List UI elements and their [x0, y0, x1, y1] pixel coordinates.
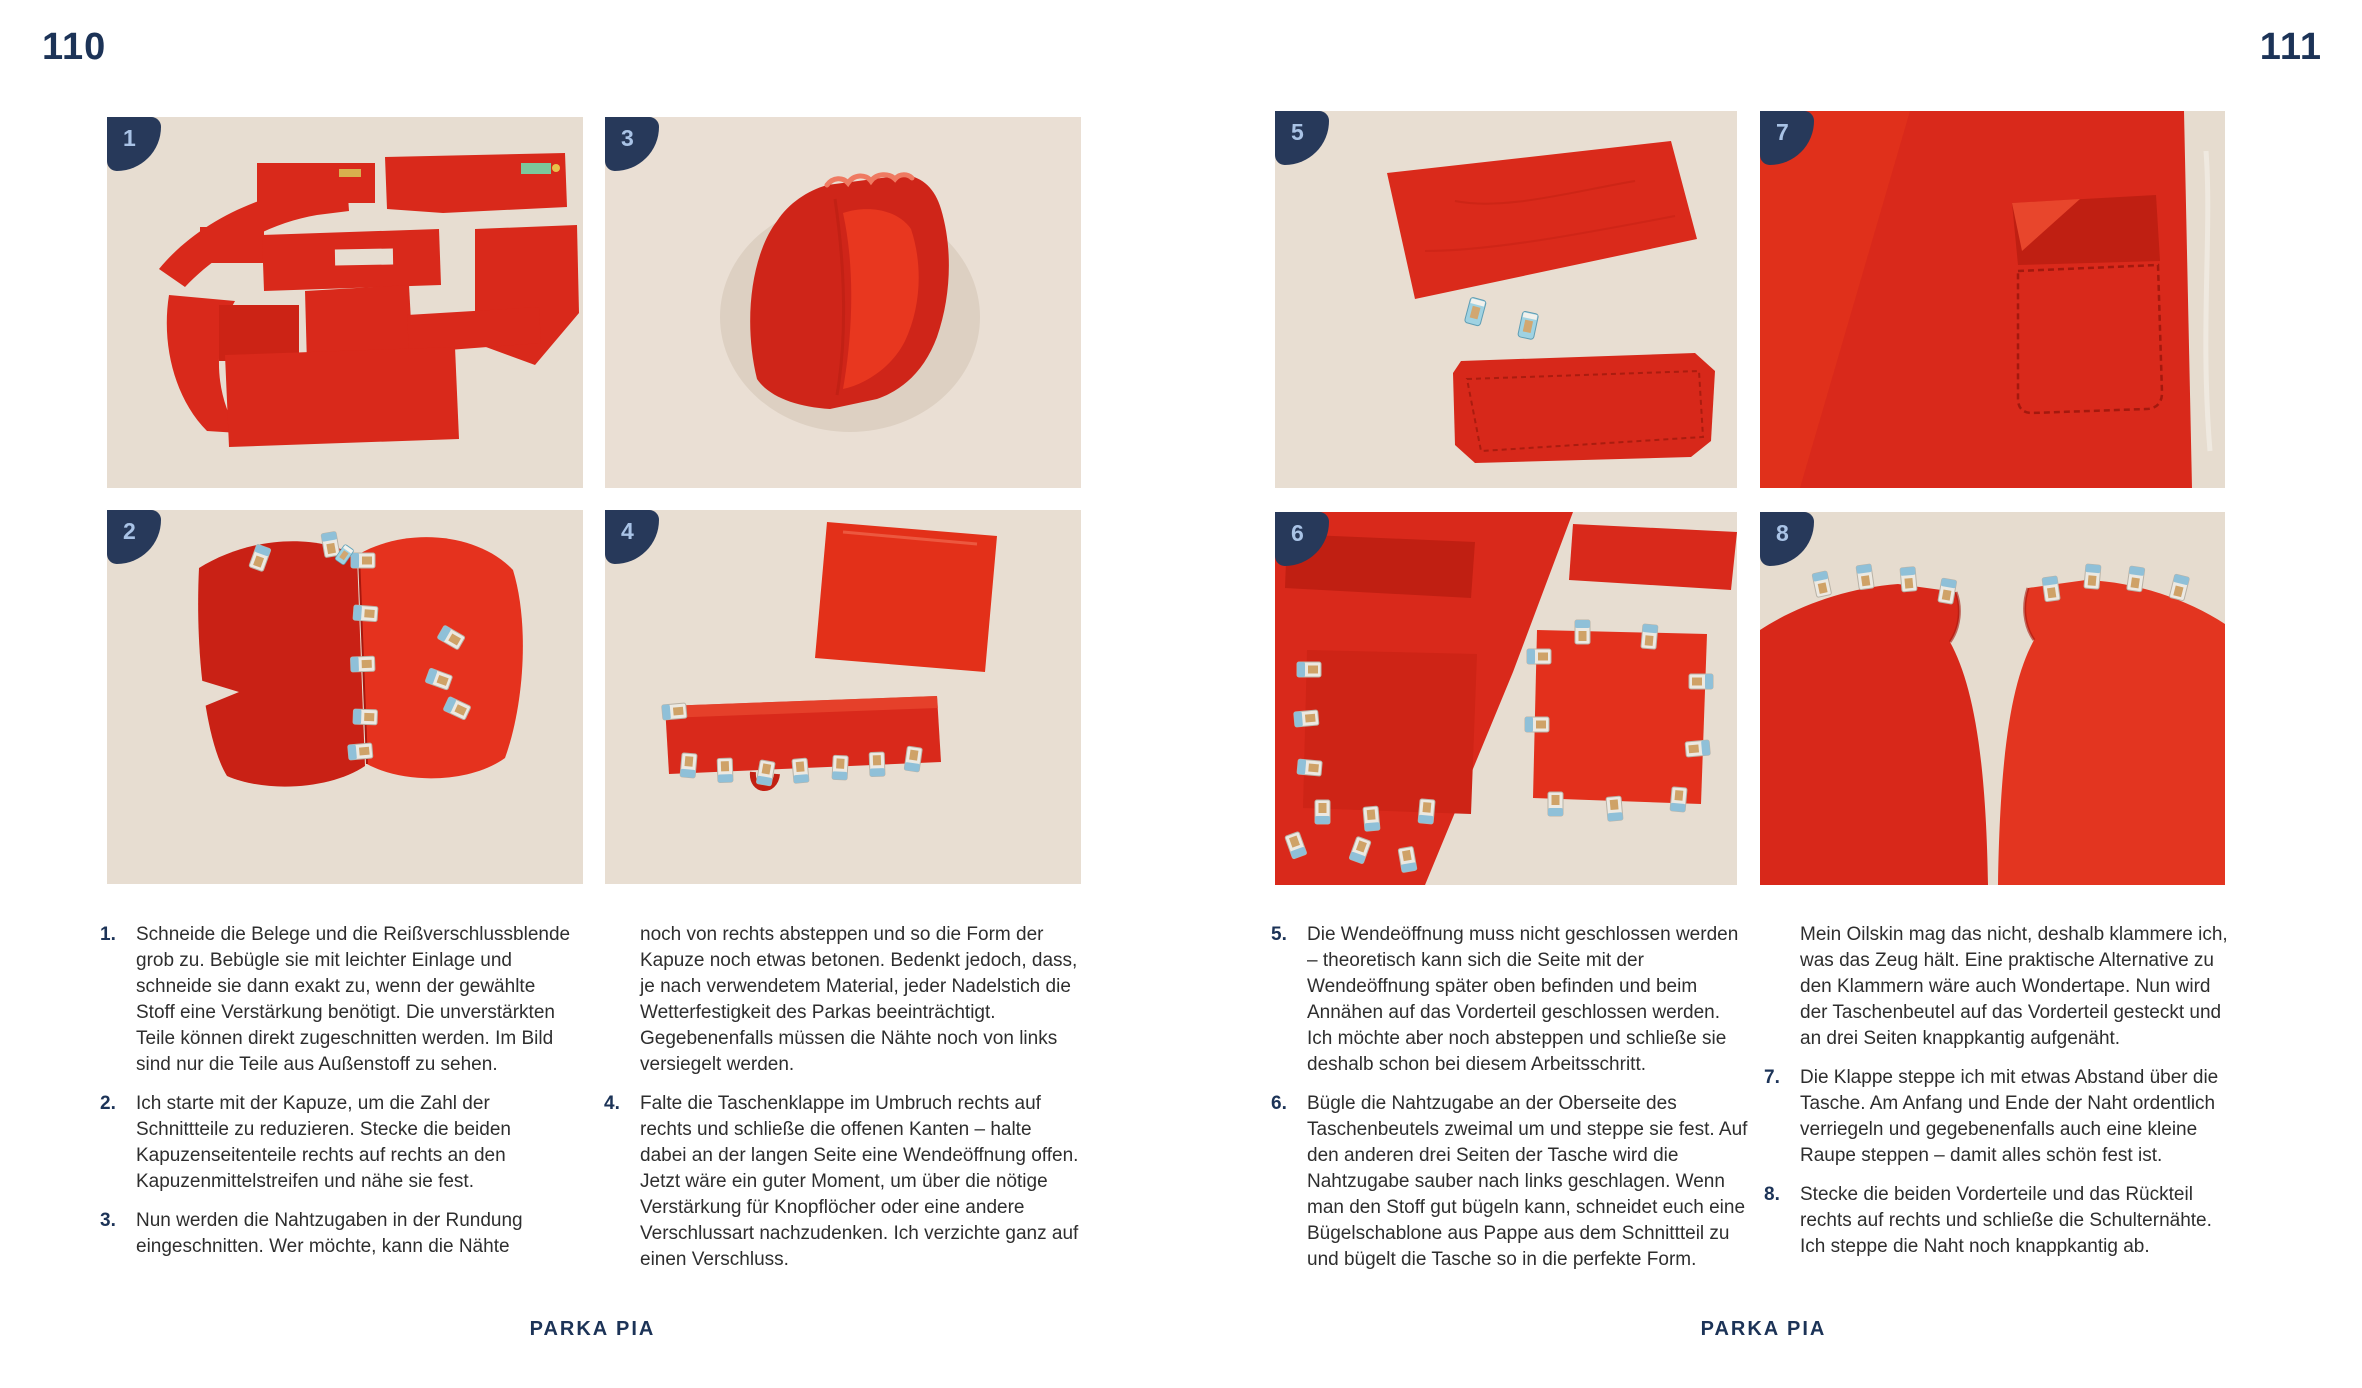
- photo-5: [1275, 111, 1737, 488]
- photo-8-image: [1760, 512, 2225, 885]
- step-number: 6.: [1271, 1093, 1287, 1114]
- step-text: Die Wendeöffnung muss nicht geschlossen werden – theoretisch kann sich die Seite mit der Wendeöffnung später oben befinden und beim Annähen auf das Vorderteil geschlossen werden. Ich möchte aber noch absteppen und schließe sie deshalb schon bei diesem Arbeitsschritt.: [1307, 924, 1739, 1075]
- photo-badge-number: 6: [1291, 520, 1304, 546]
- step-text: Ich starte mit der Kapuze, um die Zahl der Schnittteile zu reduzieren. Stecke die beiden Kapuzenseitenteile rechts auf rechts an den Kapuzenmittelstreifen und nähe sie fest.: [136, 1093, 511, 1192]
- photo-3-image: [605, 117, 1081, 488]
- photo-2: [107, 510, 583, 884]
- photo-badge-number: 8: [1776, 520, 1789, 546]
- step-text: Die Klappe steppe ich mit etwas Abstand über die Tasche. Am Anfang und Ende der Naht ordentlich verriegeln und gegebenenfalls auch eine kleine Raupe steppen – damit alles schön fest ist.: [1800, 1067, 2219, 1166]
- step-item: [100, 1208, 578, 1260]
- step-item: [1764, 1182, 2242, 1260]
- step-text: Nun werden die Nahtzugaben in der Rundung eingeschnitten. Wer möchte, kann die Nähte: [136, 1210, 523, 1257]
- photo-4-image: [605, 510, 1081, 884]
- step-number: 7.: [1764, 1067, 1780, 1088]
- photo-7-image: [1760, 111, 2225, 488]
- photo-badge-number: 4: [621, 518, 634, 544]
- page-number-left: 110: [42, 26, 107, 68]
- step-number: [1764, 922, 1800, 1052]
- step-text: Mein Oilskin mag das nicht, deshalb klammere ich, was das Zeug hält. Eine praktische Alternative zu den Klammern wäre auch Wondertape. Nun wird der Taschenbeutel auf das Vorderteil gesteckt und an drei Seiten knappkantig aufgenäht.: [1800, 924, 2228, 1049]
- step-text: Stecke die beiden Vorderteile und das Rückteil rechts auf rechts und schließe die Schulternähte. Ich steppe die Naht noch knappkantig ab.: [1800, 1184, 2212, 1257]
- photo-badge-number: 2: [123, 518, 136, 544]
- footer-right: PARKA PIA: [1700, 1318, 1827, 1340]
- step-item: [604, 922, 1082, 1078]
- fabric-pieces: [1760, 111, 2210, 488]
- step-number: [604, 922, 640, 1078]
- step-item: [604, 1091, 1082, 1273]
- right-page-column-1: [1271, 922, 1749, 1286]
- step-item: [100, 922, 578, 1078]
- step-text: noch von rechts absteppen und so die Form der Kapuze noch etwas betonen. Bedenkt jedoch, dass, je nach verwendetem Material, jeder Nadelstich die Wetterfestigkeit des Parkas beeinträchtigt. Gegebenenfalls müssen die Nähte noch von links versiegelt werden.: [640, 924, 1078, 1075]
- photo-badge-number: 1: [123, 125, 136, 151]
- photo-1: [107, 117, 583, 488]
- step-number: 1.: [100, 924, 116, 945]
- step-item: [1764, 922, 2242, 1052]
- photo-4: [605, 510, 1081, 884]
- photo-1-image: [107, 117, 583, 488]
- left-page-column-1: [100, 922, 578, 1273]
- step-text: Bügle die Nahtzugabe an der Oberseite des Taschenbeutels zweimal um und steppe sie fest. Auf den anderen drei Seiten der Tasche wird die Nahtzugabe sauber nach links geschlagen. Wenn man den Stoff gut bügeln kann, schneidet euch eine Bügelschablone aus Pappe aus dem Schnittteil zu und bügelt die Tasche so in die perfekte Form.: [1307, 1093, 1748, 1270]
- step-number: 8.: [1764, 1184, 1780, 1205]
- step-number: 2.: [100, 1093, 116, 1114]
- photo-badge-number: 3: [621, 125, 634, 151]
- right-page-column-2: [1764, 922, 2242, 1273]
- photo-3: [605, 117, 1081, 488]
- step-item: [1764, 1065, 2242, 1169]
- photo-7: [1760, 111, 2225, 488]
- step-item: [100, 1091, 578, 1195]
- page-number-right: 111: [2259, 26, 2322, 68]
- fabric-label-tag: [521, 163, 551, 174]
- step-item: [1271, 922, 1749, 1078]
- step-number: 4.: [604, 1093, 620, 1114]
- photo-badge-number: 5: [1291, 119, 1304, 145]
- step-item: [1271, 1091, 1749, 1273]
- photo-2-image: [107, 510, 583, 884]
- step-text: Schneide die Belege und die Reißverschlussblende grob zu. Bebügle sie mit leichter Einlage und schneide sie dann exakt zu, wenn der gewählte Stoff eine Verstärkung benötigt. Die unverstärkten Teile können direkt zugeschnitten werden. Im Bild sind nur die Teile aus Außenstoff zu sehen.: [136, 924, 571, 1075]
- step-number: 3.: [100, 1210, 116, 1231]
- left-page-column-2: [604, 922, 1082, 1286]
- step-number: 5.: [1271, 924, 1287, 945]
- photo-badge-number: 7: [1776, 119, 1789, 145]
- photo-5-image: [1275, 111, 1737, 488]
- photo-6: [1275, 512, 1737, 885]
- step-text: Falte die Taschenklappe im Umbruch rechts auf rechts und schließe die offenen Kanten – halte dabei an der langen Seite eine Wendeöffnung offen. Jetzt wäre ein guter Moment, um über die nötige Verstärkung für Knopflöcher oder eine andere Verschlussart nachzudenken. Ich verzichte ganz auf einen Verschluss.: [640, 1093, 1079, 1270]
- photo-6-image: [1275, 512, 1737, 885]
- photo-8: [1760, 512, 2225, 885]
- footer-left: PARKA PIA: [529, 1318, 656, 1340]
